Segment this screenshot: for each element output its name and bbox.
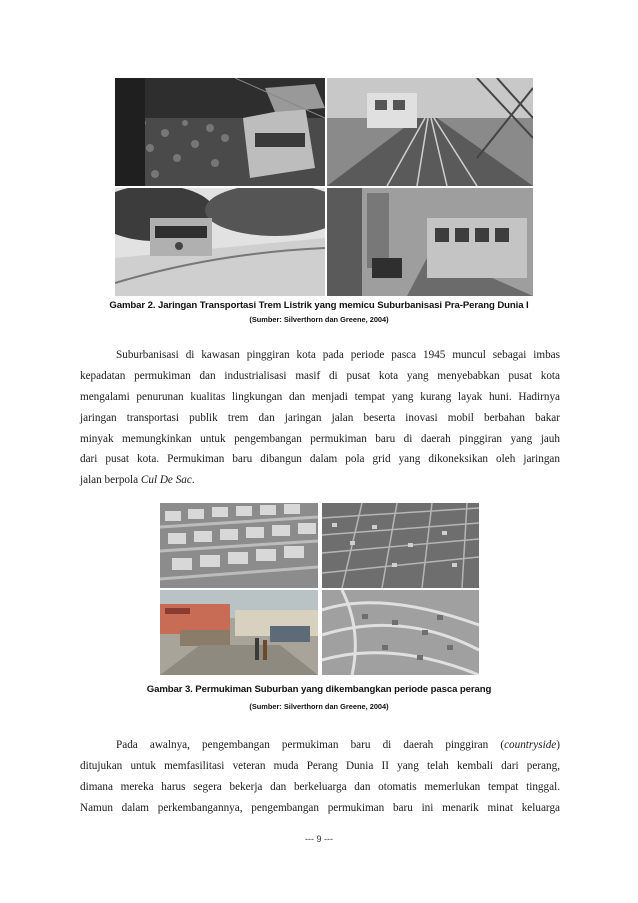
photo-crowd-streetcar	[115, 78, 325, 186]
photo-curving-streets-aerial	[322, 590, 479, 675]
paragraph-awalnya	[80, 735, 560, 819]
photo-elevated-rail-bridge	[327, 78, 533, 186]
photo-streetcar-hill	[115, 188, 325, 296]
photo-suburb-street-color	[160, 590, 318, 675]
paragraph-line: Pada awalnya, pengembangan permukiman baru di daerah pinggiran (countryside)	[116, 739, 560, 751]
page-number: --- 9 ---	[305, 834, 333, 844]
photo-suburb-grid-aerial	[322, 503, 479, 588]
term-countryside: countryside	[504, 739, 557, 751]
paragraph-suburbanisasi	[80, 345, 560, 491]
paragraph-line: Namun dalam perkembangannya, pengembangan permukiman baru ini menarik minat keluarga	[80, 801, 560, 814]
figure-3-caption: Gambar 3. Permukiman Suburban yang dikembangkan periode pasca perang	[146, 684, 492, 695]
paragraph-line: jaringan transportasi publik trem dan jaringan jalan beserta inovasi mobil berbahan bakar	[80, 411, 560, 424]
term-cul-de-sac: Cul De Sac	[140, 474, 192, 487]
paragraph-line: ditujukan untuk memfasilitasi veteran muda Perang Dunia II yang telah kembali dari perang,	[80, 759, 560, 772]
figure-2-source: (Sumber: Silverthorn dan Greene, 2004)	[249, 315, 389, 324]
paragraph-line: jalan berpola Cul De Sac.	[80, 474, 195, 487]
paragraph-line: dari pusat kota. Permukiman baru dibangun dalam pola grid yang dikoneksikan oleh jaringan	[80, 453, 560, 466]
paragraph-line: mengalami penurunan kualitas lingkungan dan menjadi tempat yang kurang layak huni. Hadirnya	[80, 390, 560, 403]
paragraph-line: minyak memungkinkan untuk pengembangan permukiman baru di daerah pinggiran yang jauh	[80, 432, 560, 445]
paragraph-line: dimana mereka harus segera bekerja dan berkeluarga dan otomatis memerlukan tempat tinggal.	[80, 780, 560, 793]
paragraph-line: Suburbanisasi di kawasan pinggiran kota pada periode pasca 1945 muncul sebagai imbas	[116, 349, 560, 361]
paragraph-line: kepadatan permukiman dan industrialisasi masif di pusat kota yang menyebabkan pusat kota	[80, 369, 560, 382]
figure-3-source: (Sumber: Silverthorn dan Greene, 2004)	[249, 702, 389, 711]
photo-street-traffic-streetcar	[327, 188, 533, 296]
photo-suburb-houses-aerial	[160, 503, 318, 588]
figure-2-caption: Gambar 2. Jaringan Transportasi Trem Listrik yang memicu Suburbanisasi Pra-Perang Dunia I	[109, 300, 529, 311]
